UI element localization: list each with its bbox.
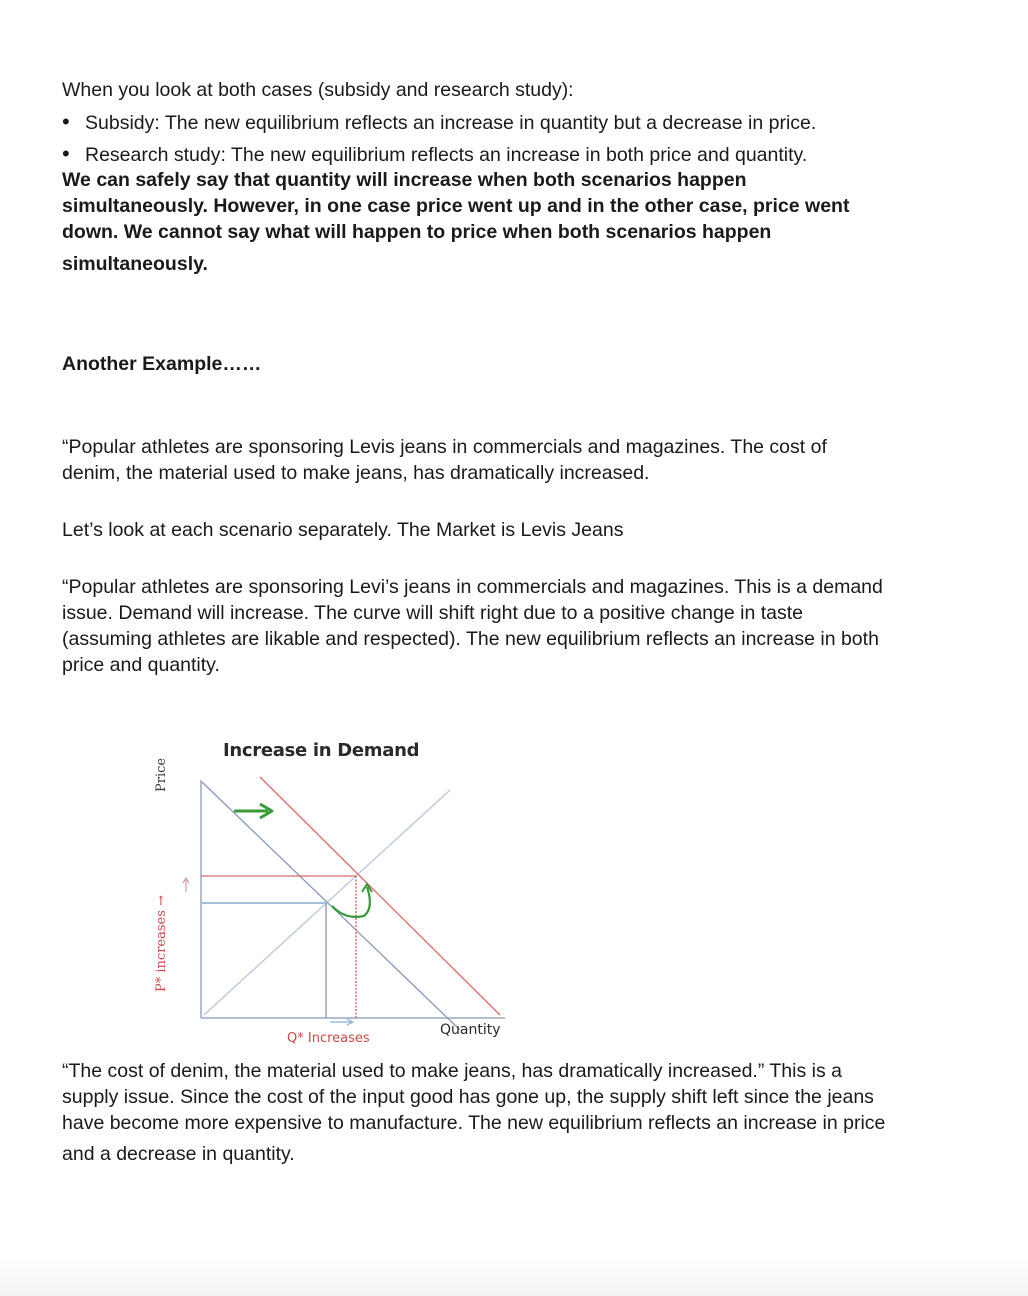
increase-in-demand-figure bbox=[140, 730, 540, 1060]
x-annotation: Q* Increases bbox=[287, 1031, 370, 1046]
example-quote: “Popular athletes are sponsoring Levis jeans in commercials and magazines. The cost of denim, the material used to make jeans, has dramatically increased. bbox=[62, 436, 827, 484]
new-demand-curve bbox=[260, 777, 500, 1015]
demand-explanation: “Popular athletes are sponsoring Levi’s jeans in commercials and magazines. This is a demand issue. Demand will increase. The curve will shift right due to a positive change in taste (assuming athletes are likable and respected). The new equilibrium reflects an increase in both price and quantity. bbox=[62, 576, 883, 676]
bullet-subsidy: • Subsidy: The new equilibrium reflects an increase in quantity but a decrease in price. bbox=[62, 109, 817, 134]
x-axis-label: Quantity bbox=[440, 1022, 501, 1038]
figure-title: Increase in Demand bbox=[223, 740, 420, 761]
market-note: Let’s look at each scenario separately. The Market is Levis Jeans bbox=[62, 519, 624, 541]
bullet-research-study: • Research study: The new equilibrium reflects an increase in both price and quantity. bbox=[62, 141, 808, 166]
bullet-icon: • bbox=[62, 109, 70, 134]
y-axis-label: Price bbox=[154, 757, 169, 792]
bullet-icon: • bbox=[62, 141, 70, 166]
summary-intro: When you look at both cases (subsidy and research study): bbox=[62, 79, 574, 101]
page-bottom-edge bbox=[0, 1256, 1028, 1296]
y-annotation: P* increases → bbox=[154, 895, 169, 992]
section-heading: Another Example…… bbox=[62, 353, 262, 375]
supply-explanation: “The cost of denim, the material used to make jeans, has dramatically increased.” This is a supply issue. Since the cost of the input good has gone up, the supply shift left since the jeans have become more expensive to manufacture. The new equilibrium reflects an increase in price and a decrease in quantity. bbox=[62, 1060, 886, 1165]
summary-conclusion: We can safely say that quantity will increase when both scenarios happen simultaneously. However, in one case price went up and in the other case, price went down. We cannot say what will happen to price when both scenarios happen simultaneously. bbox=[62, 169, 850, 275]
supply-demand-diagram bbox=[140, 730, 540, 1060]
original-demand-curve bbox=[202, 782, 460, 1030]
equilibrium-move-arrow bbox=[332, 887, 370, 917]
